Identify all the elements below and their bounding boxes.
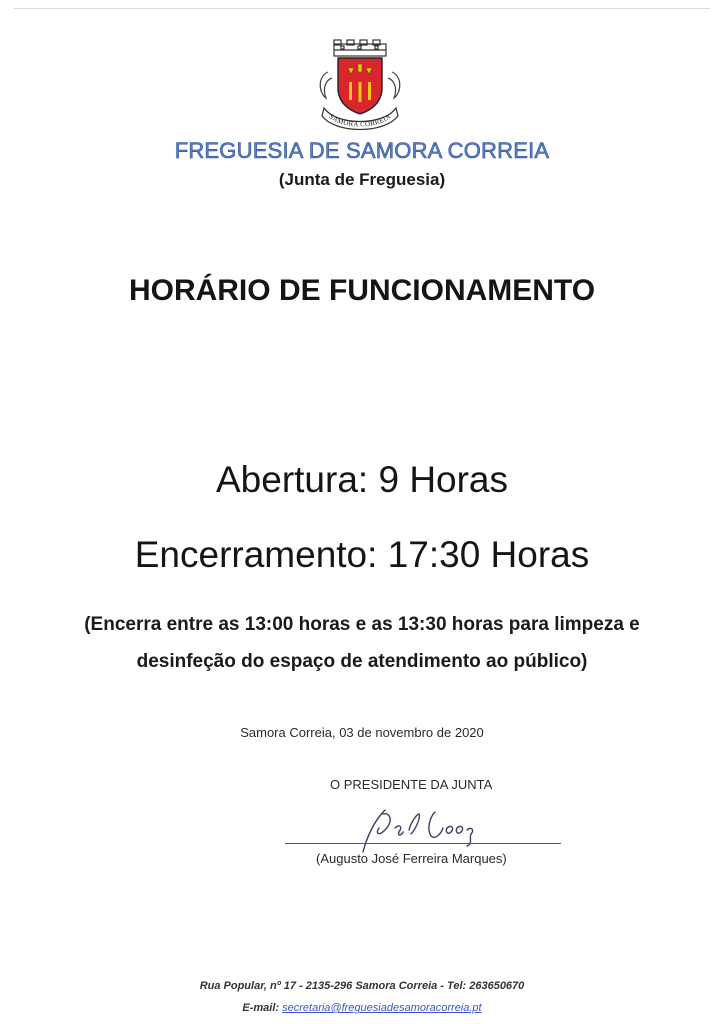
crest-ribbon-text: SAMORA CORREIA [327,112,393,129]
opening-hours: Abertura: 9 Horas [215,459,509,500]
footer-address: Rua Popular, nº 17 - 2135-296 Samora Correia - Tel: 263650670 [199,980,525,992]
coat-of-arms-icon [314,38,406,134]
closing-hours: Encerramento: 17:30 Horas [134,534,590,575]
notice-title: HORÁRIO DE FUNCIONAMENTO [128,274,596,307]
closure-note [30,606,694,680]
president-name: (Augusto José Ferreira Marques) [316,851,507,866]
footer-email-label: E-mail: [242,1002,280,1014]
place-date: Samora Correia, 03 de novembro de 2020 [240,725,484,740]
closure-note-line-2: desinfeção do espaço de atendimento ao público) [136,651,588,672]
footer-email-row [0,1002,724,1014]
footer-email-link[interactable]: secretaria@freguesiadesamoracorreia.pt [282,1002,482,1014]
president-title: O PRESIDENTE DA JUNTA [330,777,493,792]
signature-line [285,843,561,844]
parish-name: FREGUESIA DE SAMORA CORREIA [174,138,550,163]
closure-note-line-1: (Encerra entre as 13:00 horas e as 13:30 horas para limpeza e [84,614,640,635]
parish-subtitle: (Junta de Freguesia) [278,170,446,189]
top-rule [14,8,710,9]
